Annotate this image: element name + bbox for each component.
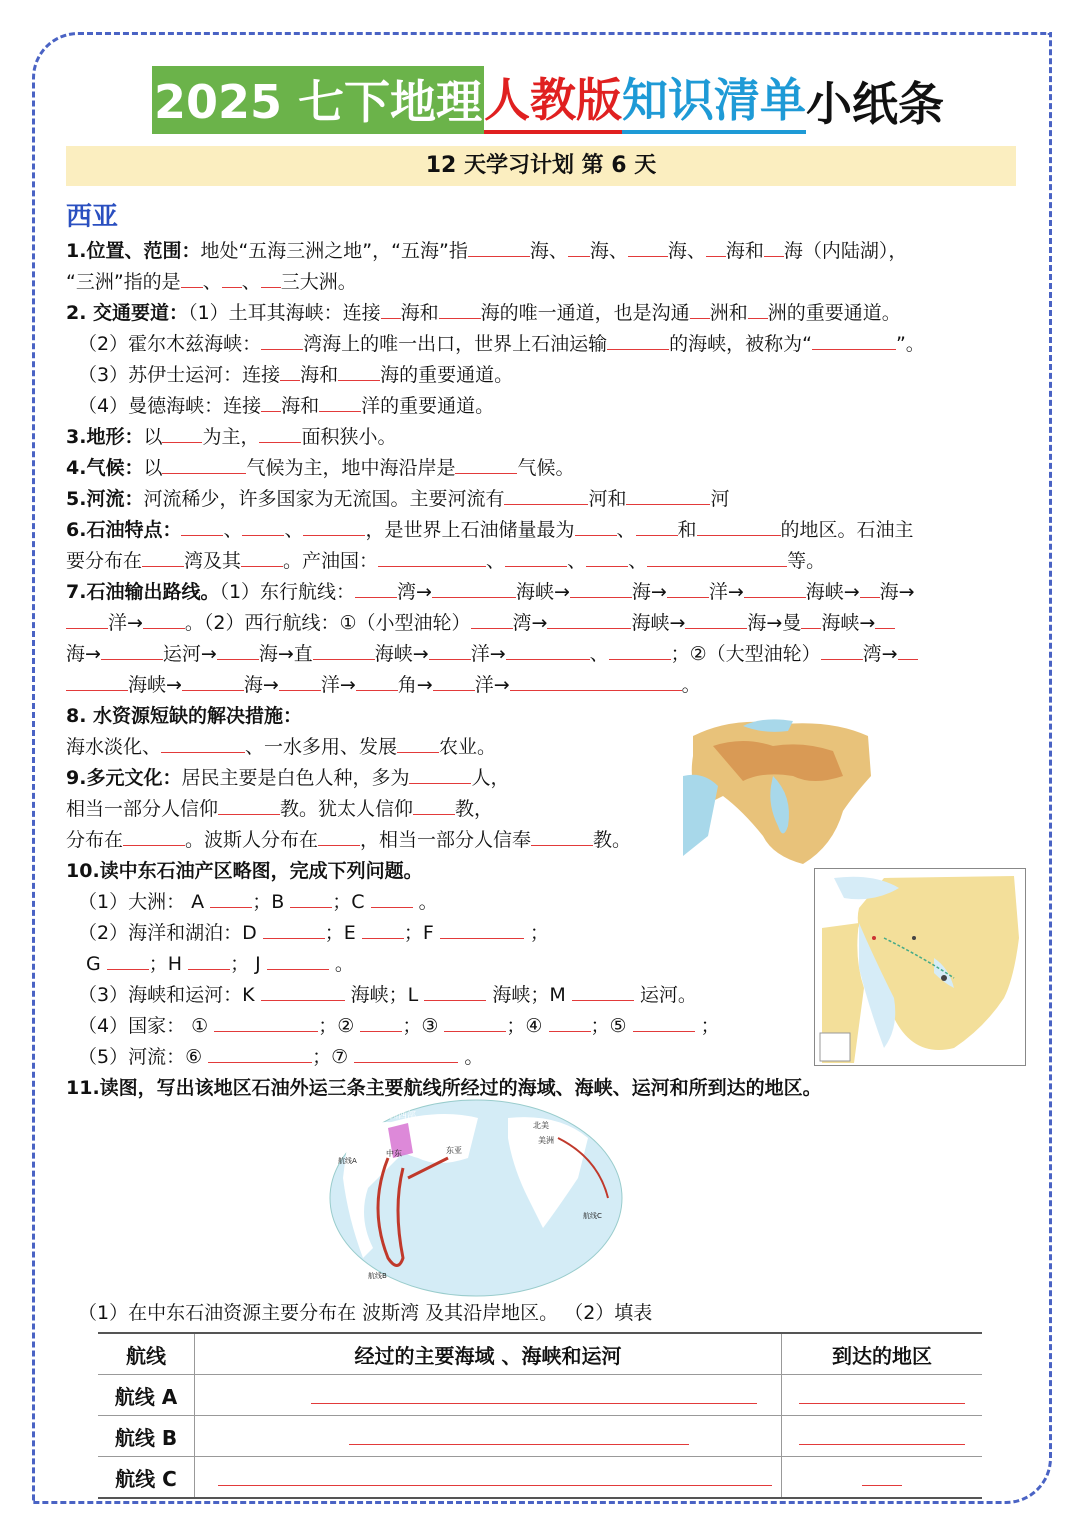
q5-line: 5.河流：河流稀少，许多国家为无流国。主要河流有 河和 河 <box>66 488 730 510</box>
q8-title: 8. 水资源短缺的解决措施： <box>66 705 303 727</box>
q10-line4: （3）海峡和运河：K 海峡；L 海峡；M 运河。 <box>78 984 697 1006</box>
label-route-b: 航线B <box>368 1272 387 1280</box>
q2-line3: （3）苏伊士运河：连接 海和 海的重要通道。 <box>78 364 514 386</box>
table-row <box>98 1457 982 1499</box>
q1-line1: 1.位置、范围：地处“五海三洲之地”，“五海”指 海、 海、 海、 海和 海（内陆湖）， <box>66 240 908 262</box>
label-america: 美洲 <box>538 1136 554 1145</box>
label-north: 北美 <box>533 1121 549 1130</box>
q2-line4: （4）曼德海峡：连接 海和 洋的重要通道。 <box>78 395 495 417</box>
label-east-asia: 东亚 <box>446 1146 462 1155</box>
q9-line3: 分布在 。波斯人分布在 ，相当一部分人信奉 教。 <box>66 829 632 851</box>
q9-line2: 相当一部分人信仰 教。犹太人信仰 教， <box>66 798 494 820</box>
q7-line3: 海→ 运河→ 海→直 海峡→ 洋→ 、 ；②（大型油轮） 湾→ <box>66 641 918 667</box>
title-part-1: 2025 七下地理 <box>152 66 484 134</box>
q10-line1: （1）大洲： A ；B ；C 。 <box>78 891 438 913</box>
q7-line1: 7.石油输出路线。（1）东行航线： 湾→ 海峡→ 海→ 洋→ 海峡→ 海→ <box>66 581 915 603</box>
world-oil-routes-map <box>328 1098 624 1298</box>
study-plan-banner: 12 天学习计划 第 6 天 <box>66 146 1016 186</box>
q4-line: 4.气候：以 气候为主，地中海沿岸是 气候。 <box>66 457 575 479</box>
middle-east-oil-map <box>814 868 1026 1066</box>
page-title <box>152 64 944 134</box>
route-a-label: 航线 A <box>98 1375 195 1416</box>
label-europe: 欧洲西部 <box>380 1111 417 1121</box>
q10-line3: G ；H ； J 。 <box>86 953 354 975</box>
routes-table <box>98 1332 982 1499</box>
q11-title: 11.读图，写出该地区石油外运三条主要航线所经过的海域、海峡、运河和所到达的地区。 <box>66 1077 822 1099</box>
route-c-label: 航线 C <box>98 1457 195 1499</box>
q6-line1: 6.石油特点： 、 、 ，是世界上石油储量最为 、 和 的地区。石油主 <box>66 519 914 541</box>
title-part-4: 小纸条 <box>806 77 945 131</box>
q6-line2: 要分布在 湾及其 。产油国： 、 、 、 等。 <box>66 550 826 572</box>
q9-line1: 9.多元文化：居民主要是白色人种，多为 人， <box>66 767 510 789</box>
table-row <box>98 1375 982 1416</box>
table-header-destination: 到达的地区 <box>782 1333 983 1375</box>
q10-title: 10.读中东石油产区略图，完成下列问题。 <box>66 860 423 882</box>
label-route-c: 航线C <box>583 1212 602 1220</box>
table-row <box>98 1416 982 1457</box>
q2-line2: （2）霍尔木兹海峡： 湾海上的唯一出口，世界上石油运输 的海峡，被称为“ ”。 <box>78 333 925 355</box>
title-part-2: 人教版 <box>484 64 622 134</box>
q2-line1: 2. 交通要道：（1）土耳其海峡：连接 海和 海的唯一通道，也是沟通 洲和 洲的重要通道。 <box>66 302 901 324</box>
route-b-label: 航线 B <box>98 1416 195 1457</box>
q10-line5: （4）国家： ① ；② ；③ ；④ ；⑤ ； <box>78 1015 720 1037</box>
q8-line: 海水淡化、 、一水多用、发展 农业。 <box>66 736 497 758</box>
label-route-a: 航线A <box>338 1157 357 1165</box>
q10-line6: （5）河流：⑥ ；⑦ 。 <box>78 1046 484 1068</box>
label-middle-east: 中东 <box>386 1149 402 1158</box>
table-header-route: 航线 <box>98 1333 195 1375</box>
west-asia-terrain-map <box>683 716 873 866</box>
section-title: 西亚 <box>66 202 119 232</box>
q7-line2: 洋→ 。（2）西行航线：①（小型油轮） 湾→ 海峡→ 海→曼 海峡→ <box>66 610 895 636</box>
q10-line2: （2）海洋和湖泊：D ；E ；F ； <box>78 922 549 944</box>
table-header-passage: 经过的主要海域 、海峡和运河 <box>195 1333 782 1375</box>
q11-line1: （1）在中东石油资源主要分布在 波斯湾 及其沿岸地区。 （2）填表 <box>78 1302 653 1324</box>
q1-line2: “三洲”指的是 、 、 三大洲。 <box>66 271 357 293</box>
q7-line4: 海峡→ 海→ 洋→ 角→ 洋→ 。 <box>66 672 701 698</box>
title-part-3: 知识清单 <box>622 64 806 134</box>
q3-line: 3.地形：以 为主， 面积狭小。 <box>66 426 397 448</box>
